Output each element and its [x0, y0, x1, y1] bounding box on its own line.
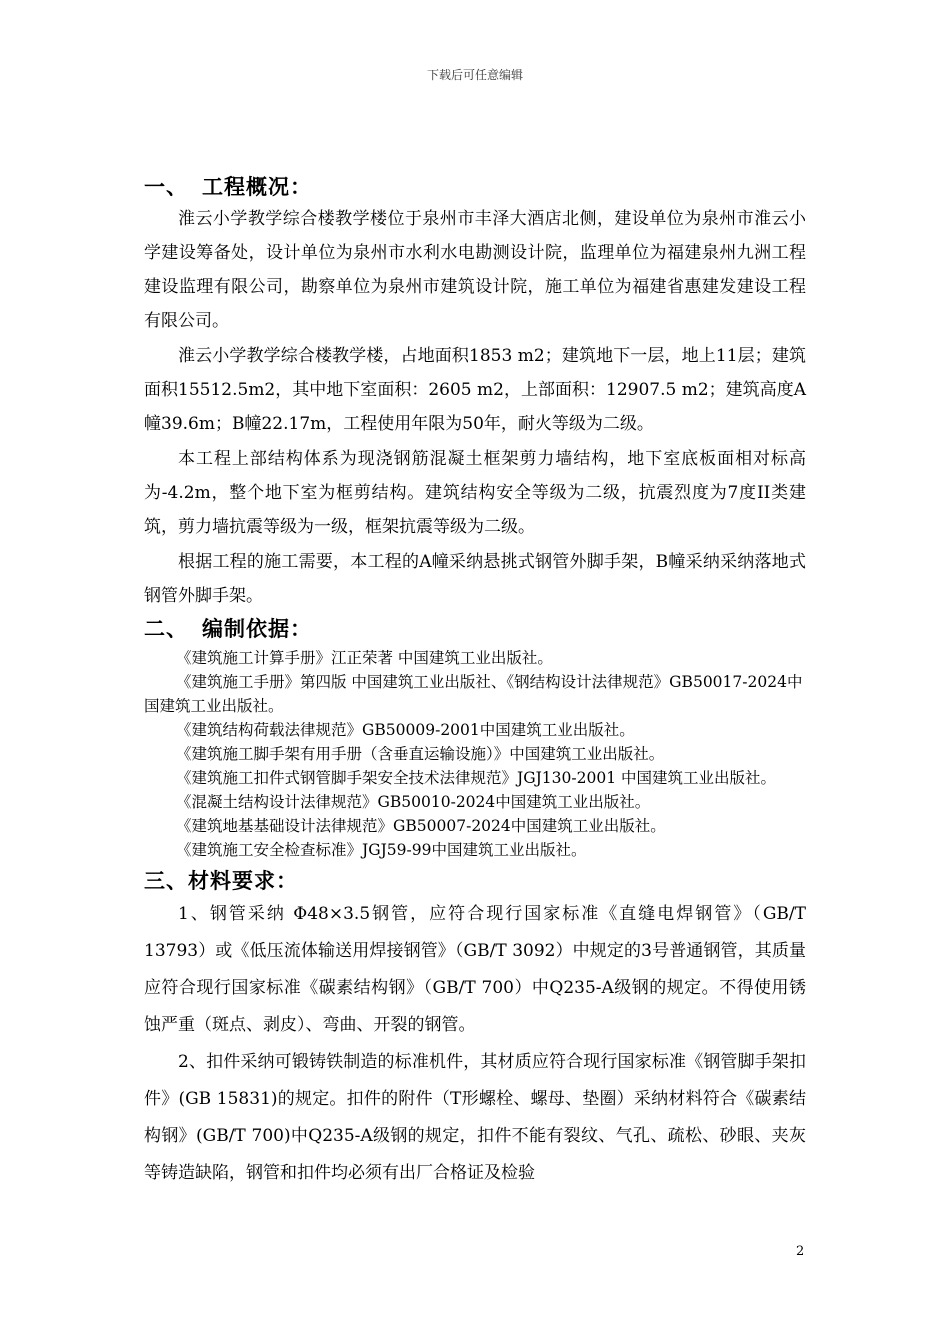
reference-item: 《混凝土结构设计法律规范》GB50010-2024中国建筑工业出版社。	[176, 793, 651, 811]
reference-item: 《建筑施工脚手架有用手册（含垂直运输设施）》中国建筑工业出版社。	[176, 745, 665, 763]
page-number: 2	[796, 1244, 805, 1259]
paragraph: 1、钢管采纳 Φ48×3.5钢管，应符合现行国家标准《直缝电焊钢管》（GB/T 13793）或《低压流体输送用焊接钢管》（GB/T 3092）中规定的3号普通钢管，其质量应符合现行国家标准《碳素结构钢》（GB/T 700）中Q235-A级钢的规定。不得使用锈蚀严重（斑点、剥皮）、弯曲、开裂的钢管。	[144, 904, 806, 1035]
section-title: 工程概况：	[202, 175, 312, 199]
document-body	[144, 172, 806, 1192]
section-heading-overview	[144, 172, 806, 202]
reference-item: 《建筑施工手册》第四版 中国建筑工业出版社、《钢结构设计法律规范》GB50017-2024中国建筑工业出版社。	[144, 673, 803, 715]
section-number: 三、	[144, 869, 188, 893]
paragraph: 淮云小学教学综合楼教学楼位于泉州市丰泽大酒店北侧，建设单位为泉州市淮云小学建设筹备处，设计单位为泉州市水利水电勘测设计院，监理单位为福建泉州九洲工程建设监理有限公司，勘察单位为泉州市建筑设计院，施工单位为福建省惠建发建设工程有限公司。	[144, 209, 806, 331]
reference-item: 《建筑施工安全检查标准》JGJ59-99中国建筑工业出版社。	[176, 841, 587, 859]
reference-item: 《建筑施工扣件式钢管脚手架安全技术法律规范》JGJ130-2001 中国建筑工业出版社。	[176, 769, 777, 787]
reference-item: 《建筑地基基础设计法律规范》GB50007-2024中国建筑工业出版社。	[176, 817, 666, 835]
reference-list	[144, 646, 806, 862]
reference-item: 《建筑施工计算手册》江正荣著 中国建筑工业出版社。	[176, 649, 553, 667]
section-heading-basis	[144, 614, 806, 644]
section-number: 一、	[144, 175, 188, 199]
paragraph: 根据工程的施工需要，本工程的A幢采纳悬挑式钢管外脚手架，B幢采纳采纳落地式钢管外脚手架。	[144, 552, 806, 606]
section-title: 编制依据：	[202, 617, 312, 641]
paragraph: 本工程上部结构体系为现浇钢筋混凝土框架剪力墙结构，地下室底板面相对标高为-4.2m，整个地下室为框剪结构。建筑结构安全等级为二级，抗震烈度为7度II类建筑，剪力墙抗震等级为一级，框架抗震等级为二级。	[144, 449, 806, 537]
section-title: 材料要求：	[188, 869, 298, 893]
paragraph: 淮云小学教学综合楼教学楼，占地面积1853 m2；建筑地下一层，地上11层；建筑面积15512.5m2，其中地下室面积：2605 m2，上部面积：12907.5 m2；建筑高度A幢39.6m；B幢22.17m，工程使用年限为50年，耐火等级为二级。	[144, 346, 806, 434]
reference-item: 《建筑结构荷载法律规范》GB50009-2001中国建筑工业出版社。	[176, 721, 635, 739]
paragraph: 2、扣件采纳可锻铸铁制造的标准机件，其材质应符合现行国家标准《钢管脚手架扣件》(GB 15831)的规定。扣件的附件（T形螺栓、螺母、垫圈）采纳材料符合《碳素结构钢》(GB/T 700)中Q235-A级钢的规定，扣件不能有裂纹、气孔、疏松、砂眼、夹灰等铸造缺陷，钢管和扣件均必须有出厂合格证及检验	[144, 1052, 806, 1183]
section-heading-materials	[144, 866, 806, 896]
section-number: 二、	[144, 617, 188, 641]
header-note: 下载后可任意编辑	[426, 68, 523, 82]
